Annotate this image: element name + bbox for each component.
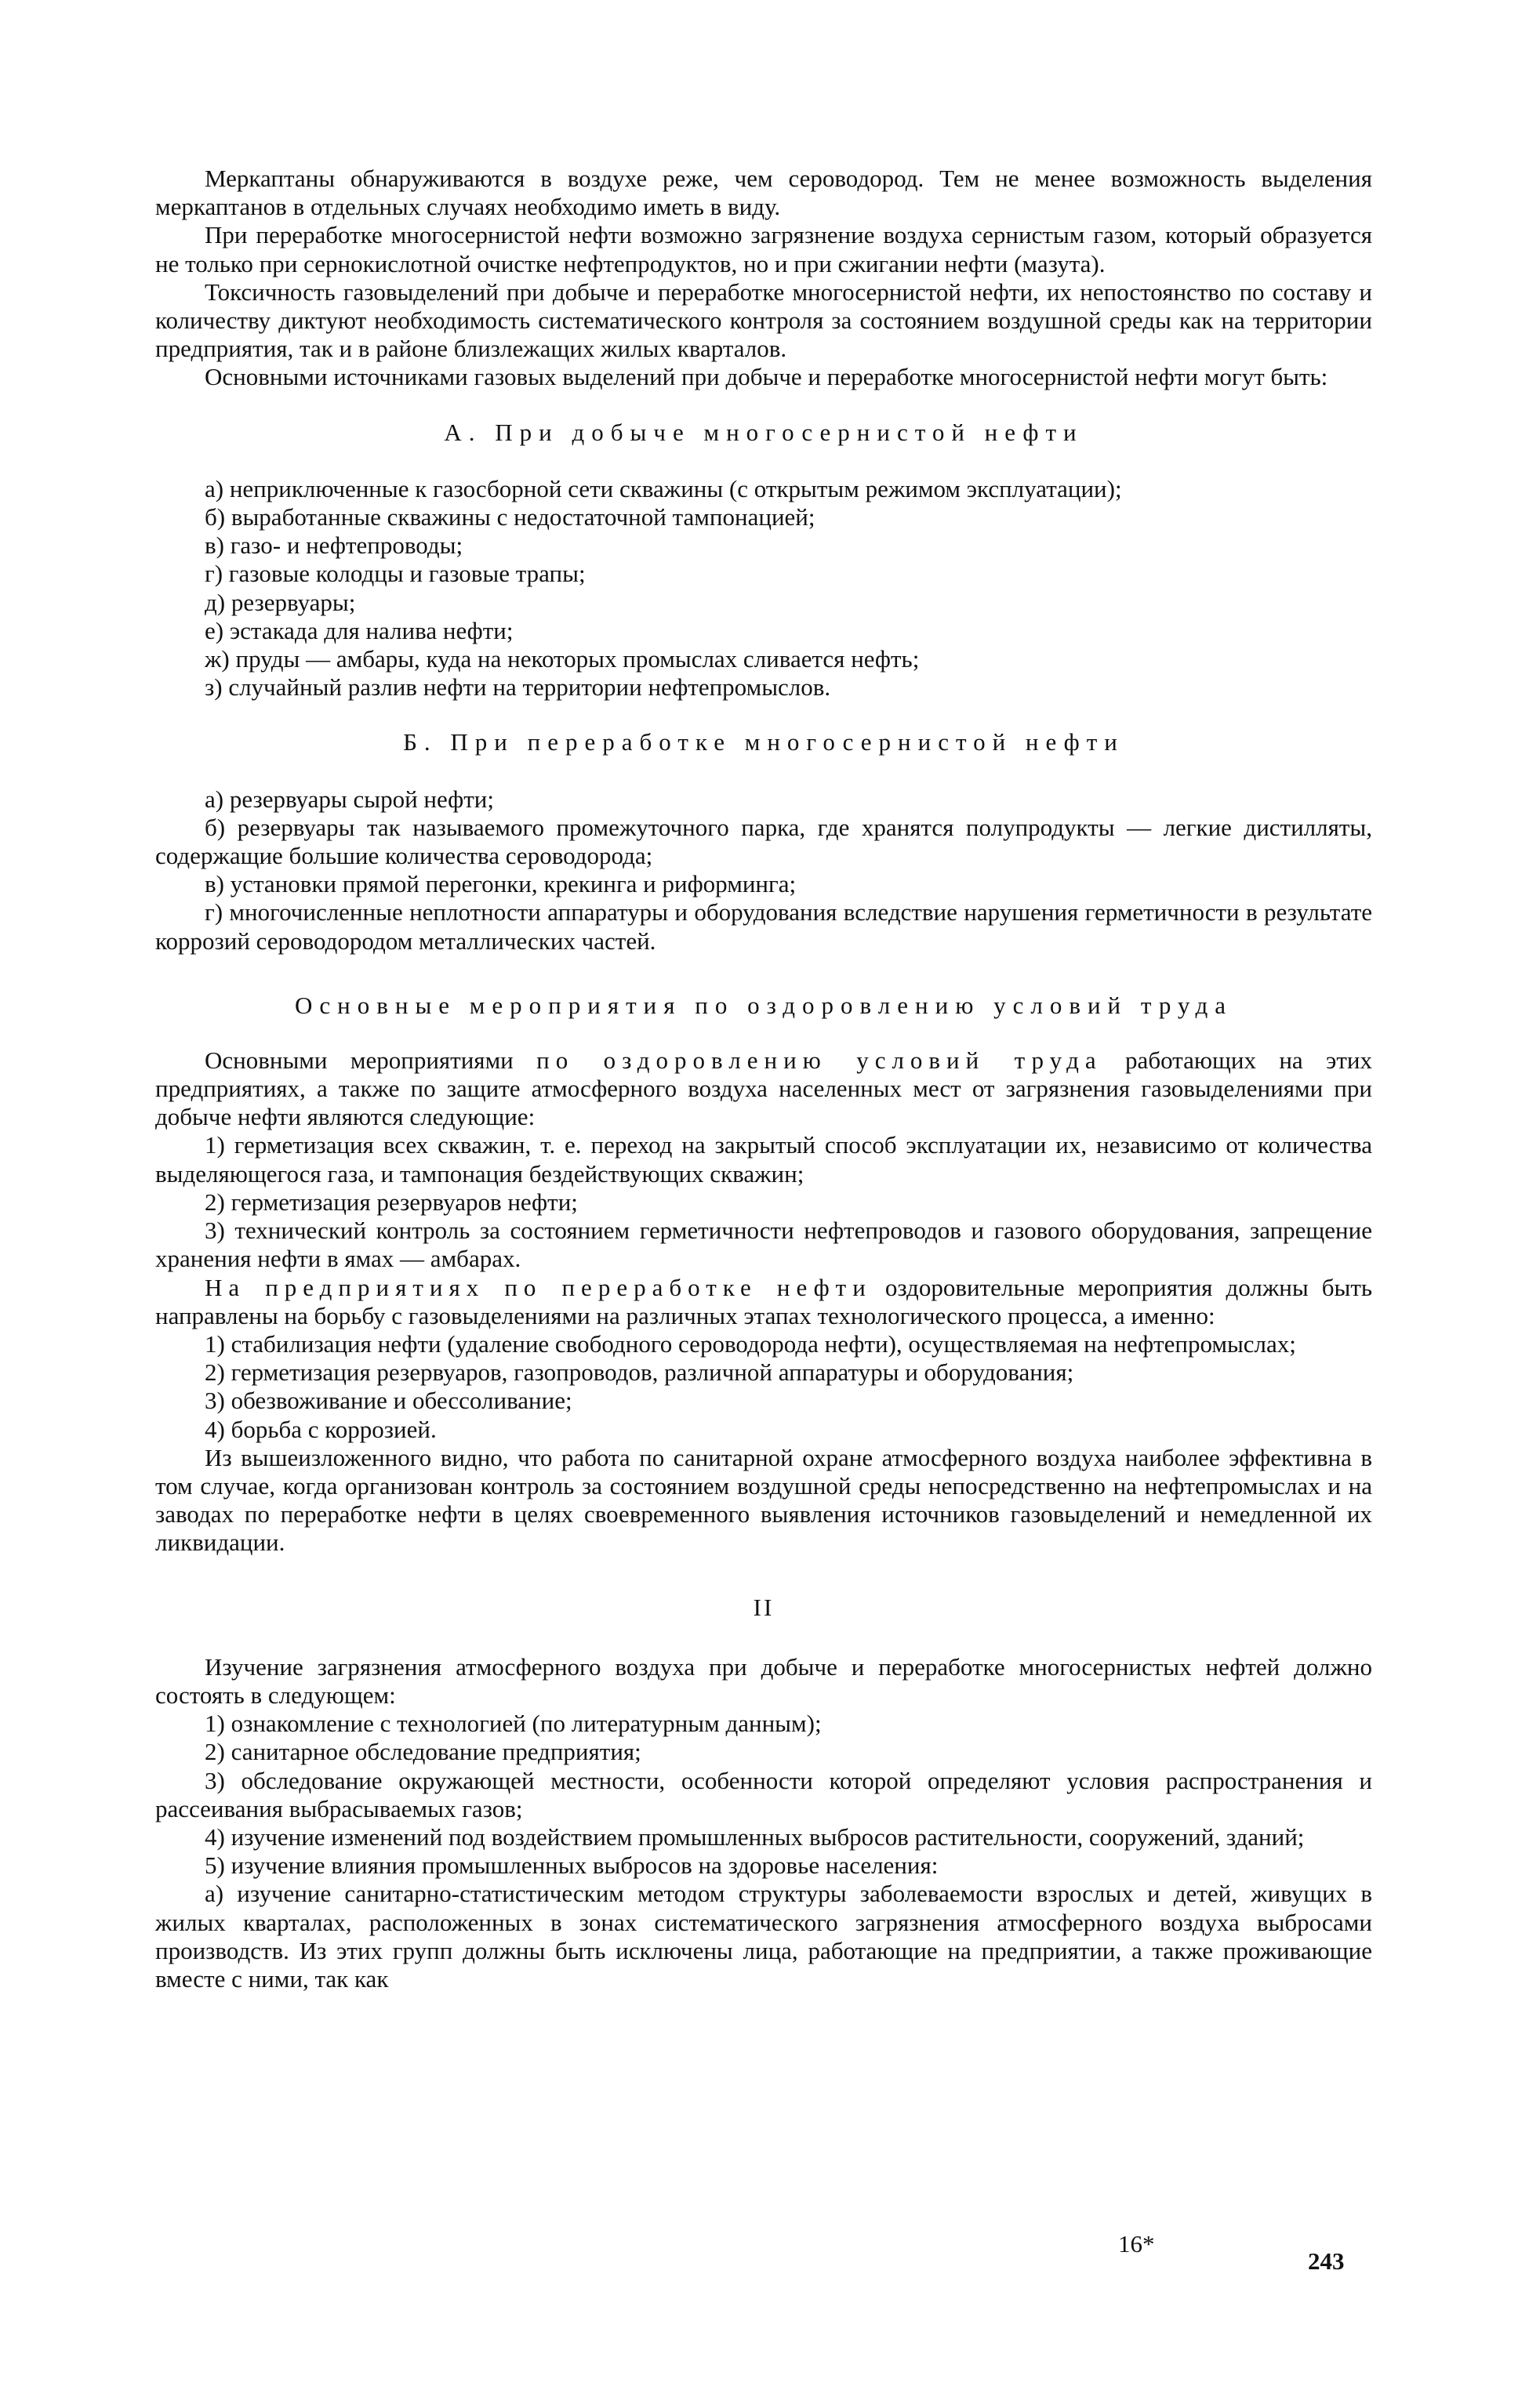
intro-spaced: по оздоровлению условий труда	[536, 1046, 1102, 1074]
list-item: 1) ознакомление с технологией (по литературным данным);	[205, 1710, 822, 1738]
list-item: 2) санитарное обследование предприятия;	[205, 1738, 641, 1766]
document-page	[155, 165, 1372, 1993]
section-b-heading: Б. При переработке многосернистой нефти	[403, 728, 1124, 756]
list-item: е) эстакада для налива нефти;	[205, 616, 514, 644]
part-ii-intro: Изучение загрязнения атмосферного воздуха при добыче и переработке многосернистых нефтей должно состоять в следующем:	[155, 1652, 1372, 1709]
measures-heading: Основные мероприятия по оздоровлению условий труда	[295, 991, 1233, 1019]
list-item: г) многочисленные неплотности аппаратуры и оборудования вследствие нарушения герметичности в результате коррозий сероводородом металлических частей.	[155, 898, 1372, 955]
list-item: 2) герметизация резервуаров нефти;	[205, 1188, 578, 1216]
list-item: 4) изучение изменений под воздействием промышленных выбросов растительности, сооружений, зданий;	[205, 1822, 1305, 1851]
list-item: 1) стабилизация нефти (удаление свободного сероводорода нефти), осуществляемая на нефтепромыслах;	[205, 1329, 1296, 1358]
list-item: а) резервуары сырой нефти;	[205, 785, 494, 813]
printer-signature: 16*	[1118, 2230, 1155, 2258]
refinery-paragraph	[155, 1274, 1372, 1330]
list-item: 3) обезвоживание и обессоливание;	[205, 1387, 572, 1415]
list-item: в) газо- и нефтепроводы;	[205, 531, 463, 560]
list-item: 5) изучение влияния промышленных выбросов на здоровье населения:	[205, 1851, 939, 1880]
paragraph-mercaptans: Меркаптаны обнаруживаются в воздухе реже, чем сероводород. Тем не менее возможность выделения меркаптанов в отдельных случаях необходимо иметь в виду.	[155, 165, 1372, 221]
section-a-heading: А. При добыче многосернистой нефти	[444, 418, 1084, 446]
measures-conclusion: Из вышеизложенного видно, что работа по санитарной охране атмосферного воздуха наиболее эффективна в том случае, когда организован контроль за состоянием воздушной среды непосредственно на нефтепромыслах и на заводах по переработке нефти в целях своевременного выявления источников газовыделений и немедленной их ликвидации.	[155, 1443, 1372, 1557]
list-item: 1) герметизация всех скважин, т. е. переход на закрытый способ эксплуатации их, независимо от количества выделяющегося газа, и тампонация бездействующих скважин;	[155, 1131, 1372, 1188]
list-item: 3) обследование окружающей местности, особенности которой определяют условия распространения и рассеивания выбрасываемых газов;	[155, 1766, 1372, 1822]
list-item: а) изучение санитарно-статистическим методом структуры заболеваемости взрослых и детей, живущих в жилых кварталах, расположенных в зонах систематического загрязнения атмосферного воздуха выбросами производств. Из этих групп должны быть исключены лица, работающие на предприятии, а также проживающие вместе с ними, так как	[155, 1880, 1372, 1993]
part-ii-numeral: II	[753, 1593, 775, 1621]
list-item: 2) герметизация резервуаров, газопроводов, различной аппаратуры и оборудования;	[205, 1358, 1074, 1387]
measures-intro	[155, 1046, 1372, 1132]
intro-rest: работающих на этих предприятиях, а также по защите атмосферного воздуха населенных мест от загрязнения газовыделениями при добыче нефти являются следующие:	[155, 1046, 1372, 1131]
paragraph-sources: Основными источниками газовых выделений при добыче и переработке многосернистой нефти могут быть:	[205, 363, 1328, 391]
list-item: в) установки прямой перегонки, крекинга и риформинга;	[205, 870, 797, 898]
refinery-rest: оздоровительные мероприятия должны быть направлены на борьбу с газовыделениями на различных этапах технологического процесса, а именно:	[155, 1273, 1372, 1329]
page-number: 243	[1308, 2247, 1345, 2275]
list-item: б) выработанные скважины с недостаточной тампонацией;	[205, 503, 815, 531]
refinery-spaced: На предприятиях по переработке нефти	[205, 1273, 872, 1301]
list-item: б) резервуары так называемого промежуточного парка, где хранятся полупродукты — легкие дистилляты, содержащие большие количества сероводорода;	[155, 813, 1372, 870]
paragraph-sulfur-gas: При переработке многосернистой нефти возможно загрязнение воздуха сернистым газом, который образуется не только при сернокислотной очистке нефтепродуктов, но и при сжигании нефти (мазута).	[155, 221, 1372, 277]
intro-start: Основными мероприятиями	[205, 1046, 537, 1074]
list-item: д) резервуары;	[205, 588, 356, 616]
page-footer	[155, 2230, 1372, 2275]
list-item: а) неприключенные к газосборной сети скважины (с открытым режимом эксплуатации);	[205, 474, 1122, 502]
list-item: ж) пруды — амбары, куда на некоторых промыслах сливается нефть;	[205, 645, 920, 673]
paragraph-toxicity: Токсичность газовыделений при добыче и переработке многосернистой нефти, их непостоянство по составу и количеству диктуют необходимость систематического контроля за состоянием воздушной среды как на территории предприятия, так и в районе близлежащих жилых кварталов.	[155, 277, 1372, 363]
list-item: 4) борьба с коррозией.	[205, 1415, 437, 1443]
list-item: з) случайный разлив нефти на территории нефтепромыслов.	[205, 673, 831, 702]
list-item: г) газовые колодцы и газовые трапы;	[205, 560, 586, 588]
list-item: 3) технический контроль за состоянием герметичности нефтепроводов и газового оборудования, запрещение хранения нефти в ямах — амбарах.	[155, 1217, 1372, 1273]
